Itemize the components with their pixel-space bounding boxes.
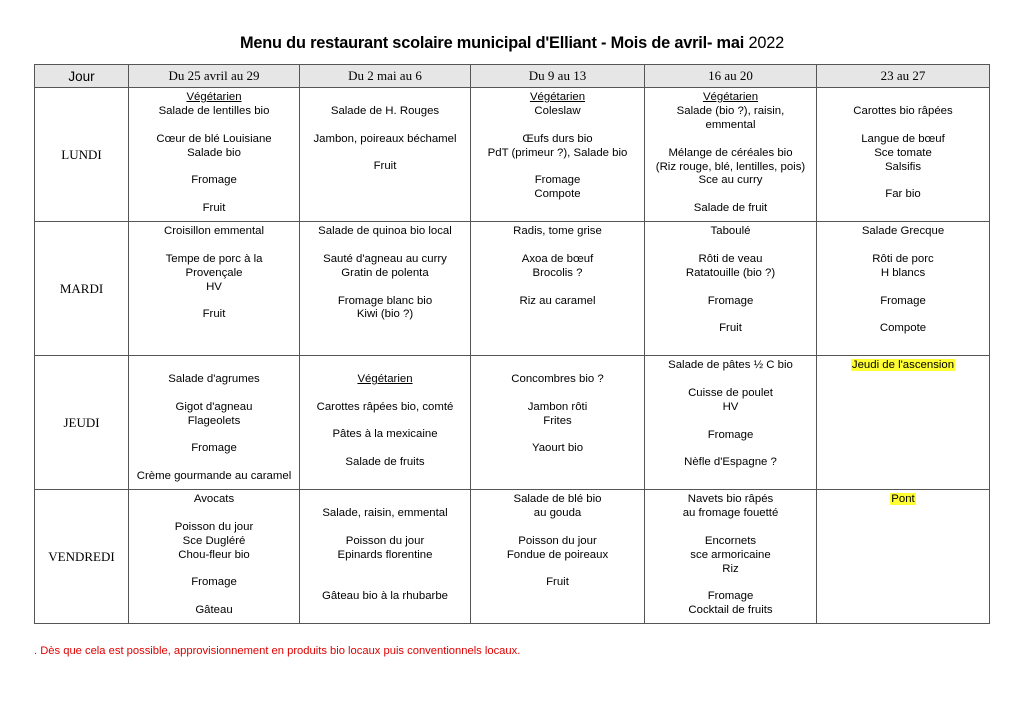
menu-item: Tempe de porc à la	[165, 252, 263, 265]
menu-item: Concombres bio ?	[511, 372, 604, 385]
menu-spacer	[817, 174, 989, 188]
menu-cell	[300, 222, 471, 356]
menu-item: Salade de quinoa bio local	[318, 225, 452, 237]
menu-item: Salade d'agrumes	[168, 372, 260, 385]
menu-item: Fruit	[202, 308, 226, 321]
menu-item: Avocats	[193, 493, 235, 505]
menu-item: Fromage	[707, 590, 754, 603]
menu-cell	[300, 490, 471, 624]
menu-spacer	[300, 239, 470, 253]
menu-item: Fruit	[719, 322, 742, 335]
day-row-lundi	[35, 88, 990, 222]
menu-spacer	[300, 563, 470, 577]
menu-spacer	[471, 429, 644, 443]
menu-item: H blancs	[880, 266, 926, 279]
menu-item: Rôti de veau	[698, 252, 763, 265]
menu-item: Fruit	[373, 160, 397, 173]
menu-spacer	[645, 576, 816, 590]
menu-item	[817, 493, 989, 507]
header-week-5: 23 au 27	[817, 65, 990, 88]
menu-spacer	[645, 308, 816, 322]
menu-item: Radis, tome grise	[513, 225, 602, 237]
menu-cell	[817, 222, 990, 356]
menu-spacer	[129, 359, 299, 373]
menu-spacer	[300, 119, 470, 133]
menu-item: Rôti de porc	[872, 252, 934, 265]
menu-item: Crème gourmande au caramel	[136, 470, 292, 483]
menu-item: HV	[206, 280, 222, 293]
menu-item: Chou-fleur bio	[178, 548, 250, 561]
menu-cell	[471, 88, 645, 222]
menu-spacer	[129, 188, 299, 202]
menu-spacer	[645, 281, 816, 295]
header-week-3: Du 9 au 13	[471, 65, 645, 88]
menu-cell	[645, 356, 817, 490]
menu-spacer	[300, 442, 470, 456]
menu-spacer	[645, 373, 816, 387]
menu-item: Poisson du jour	[174, 520, 254, 533]
menu-spacer	[129, 119, 299, 133]
menu-item: sce armoricaine	[690, 548, 771, 561]
menu-spacer	[300, 493, 470, 507]
menu-item: Sauté d'agneau au curry	[323, 252, 447, 265]
menu-item: Riz	[722, 562, 739, 575]
menu-item: Gâteau bio à la rhubarbe	[321, 590, 449, 603]
menu-item: Végétarien	[702, 91, 759, 103]
menu-item: Cuisse de poulet	[688, 386, 773, 399]
supply-note: . Dès que cela est possible, approvisionnement en produits bio locaux puis conventionnels locaux.	[34, 645, 521, 657]
menu-item: Navets bio râpés	[687, 493, 774, 505]
menu-cell	[300, 88, 471, 222]
menu-spacer	[129, 507, 299, 521]
menu-item: Sce au curry	[698, 174, 763, 187]
menu-item: Salade Grecque	[861, 225, 945, 237]
menu-item: au fromage fouetté	[682, 506, 779, 519]
menu-table	[34, 64, 990, 624]
menu-spacer	[471, 563, 644, 577]
menu-item: Salade de fruit	[693, 202, 768, 215]
menu-item: Cocktail de fruits	[688, 604, 773, 617]
menu-item: Fromage	[707, 294, 754, 307]
menu-item: Compote	[534, 188, 581, 201]
menu-item: Fromage blanc bio	[337, 294, 433, 307]
menu-spacer	[300, 387, 470, 401]
day-label: VENDREDI	[35, 490, 129, 624]
menu-cell	[471, 490, 645, 624]
menu-item: Salade de blé bio	[513, 493, 602, 505]
menu-item: Gratin de polenta	[341, 266, 429, 279]
menu-item: Jambon rôti	[527, 400, 588, 413]
menu-spacer	[129, 429, 299, 443]
menu-item: Kiwi (bio ?)	[356, 308, 414, 321]
menu-item: Salsifis	[884, 160, 922, 173]
menu-body	[35, 88, 990, 624]
menu-item: Végétarien	[186, 91, 242, 103]
menu-item: Végétarien	[357, 372, 413, 385]
menu-item: Frites	[543, 414, 572, 427]
menu-spacer	[300, 147, 470, 161]
menu-spacer	[471, 239, 644, 253]
menu-item: Riz au caramel	[519, 294, 596, 307]
menu-item: Fromage	[534, 174, 581, 187]
day-label: MARDI	[35, 222, 129, 356]
day-label: LUNDI	[35, 88, 129, 222]
menu-item: Coleslaw	[534, 104, 581, 117]
menu-item: Langue de bœuf	[861, 132, 945, 145]
menu-item: au gouda	[533, 506, 582, 519]
menu-spacer	[645, 133, 816, 147]
highlighted-note: Pont	[891, 493, 915, 505]
menu-spacer	[129, 161, 299, 175]
menu-item: Salade bio	[187, 146, 241, 159]
menu-item: Salade de fruits	[345, 456, 425, 469]
menu-cell	[471, 356, 645, 490]
menu-cell	[471, 222, 645, 356]
day-label: JEUDI	[35, 356, 129, 490]
header-week-2: Du 2 mai au 6	[300, 65, 471, 88]
menu-spacer	[645, 239, 816, 253]
menu-spacer	[300, 576, 470, 590]
menu-spacer	[817, 308, 989, 322]
day-row-vendredi	[35, 490, 990, 624]
menu-item: Encornets	[704, 534, 757, 547]
menu-item: Croisillon emmental	[163, 225, 265, 237]
menu-spacer	[300, 521, 470, 535]
page-title	[20, 33, 1003, 53]
menu-item: Sce tomate	[874, 146, 932, 159]
menu-spacer	[300, 359, 470, 373]
menu-spacer	[471, 521, 644, 535]
menu-item: Fromage	[191, 576, 237, 589]
menu-cell	[129, 222, 300, 356]
menu-item: (Riz rouge, blé, lentilles, pois)	[655, 160, 806, 173]
menu-item: Fromage	[707, 428, 754, 441]
menu-item: Axoa de bœuf	[521, 252, 594, 265]
menu-item: Sce Dugléré	[182, 534, 246, 547]
header-week-1: Du 25 avril au 29	[129, 65, 300, 88]
menu-item: Ratatouille (bio ?)	[685, 266, 776, 279]
menu-spacer	[645, 415, 816, 429]
menu-item: Pâtes à la mexicaine	[332, 428, 438, 441]
menu-item: Cœur de blé Louisiane	[156, 132, 272, 145]
menu-spacer	[471, 161, 644, 175]
menu-spacer	[817, 91, 989, 105]
menu-item: Carottes râpées bio, comté	[316, 400, 454, 413]
menu-spacer	[471, 281, 644, 295]
menu-spacer	[129, 590, 299, 604]
menu-item: HV	[722, 400, 739, 413]
menu-item: Salade, raisin, emmental	[322, 506, 448, 519]
menu-spacer	[471, 387, 644, 401]
menu-item: PdT (primeur ?), Salade bio	[487, 146, 628, 159]
menu-cell	[817, 356, 990, 490]
title-main: Menu du restaurant scolaire municipal d'Elliant - Mois de avril- mai	[239, 33, 745, 52]
menu-cell	[129, 490, 300, 624]
menu-item: Mélange de céréales bio	[668, 146, 793, 159]
menu-cell	[645, 88, 817, 222]
menu-item: Fromage	[191, 442, 237, 455]
menu-item: Fromage	[880, 294, 926, 307]
menu-spacer	[471, 119, 644, 133]
menu-item: Taboulé	[710, 225, 751, 237]
menu-spacer	[129, 387, 299, 401]
menu-spacer	[129, 456, 299, 470]
header-jour: Jour	[35, 65, 129, 88]
menu-item: Végétarien	[529, 91, 586, 103]
day-row-mardi	[35, 222, 990, 356]
menu-item: emmental	[705, 118, 756, 131]
menu-spacer	[817, 119, 989, 133]
menu-item: Fromage	[191, 174, 237, 187]
menu-spacer	[817, 281, 989, 295]
header-row	[35, 65, 990, 88]
menu-cell	[300, 356, 471, 490]
menu-item: Gigot d'agneau	[175, 400, 253, 413]
menu-item: Epinards florentine	[337, 548, 433, 561]
menu-item: Fondue de poireaux	[506, 548, 609, 561]
menu-spacer	[300, 281, 470, 295]
menu-item: Gâteau	[195, 604, 233, 617]
menu-cell	[645, 222, 817, 356]
menu-item: Compote	[879, 322, 927, 335]
header-week-4: 16 au 20	[645, 65, 817, 88]
menu-item: Provençale	[185, 266, 243, 279]
menu-item: Carottes bio râpées	[853, 104, 953, 117]
menu-spacer	[645, 442, 816, 456]
menu-cell	[817, 490, 990, 624]
menu-spacer	[129, 239, 299, 253]
menu-item: Jambon, poireaux béchamel	[313, 132, 457, 145]
menu-item: Poisson du jour	[518, 534, 597, 547]
menu-spacer	[300, 415, 470, 429]
menu-item: Far bio	[885, 188, 921, 201]
menu-item: Fruit	[202, 202, 226, 215]
menu-spacer	[471, 359, 644, 373]
menu-item: Yaourt bio	[531, 442, 584, 455]
menu-item: Salade de lentilles bio	[158, 104, 270, 117]
menu-spacer	[129, 563, 299, 577]
menu-spacer	[645, 521, 816, 535]
title-year: 2022	[748, 33, 785, 52]
menu-cell	[817, 88, 990, 222]
menu-item: Œufs durs bio	[522, 132, 593, 145]
menu-item: Fruit	[546, 576, 569, 589]
menu-item: Salade de H. Rouges	[330, 104, 440, 117]
highlighted-note: Jeudi de l'ascension	[851, 359, 955, 371]
menu-spacer	[129, 295, 299, 309]
day-row-jeudi	[35, 356, 990, 490]
menu-item: Brocolis ?	[532, 266, 583, 279]
menu-cell	[645, 490, 817, 624]
menu-item: Salade (bio ?), raisin,	[676, 104, 785, 117]
menu-spacer	[300, 91, 470, 105]
menu-cell	[129, 88, 300, 222]
menu-item	[817, 359, 989, 373]
menu-spacer	[645, 188, 816, 202]
menu-cell	[129, 356, 300, 490]
menu-spacer	[817, 239, 989, 253]
menu-item: Salade de pâtes ½ C bio	[668, 359, 793, 371]
menu-item: Nèfle d'Espagne ?	[684, 456, 777, 469]
menu-item: Poisson du jour	[345, 534, 425, 547]
menu-item: Flageolets	[187, 414, 241, 427]
